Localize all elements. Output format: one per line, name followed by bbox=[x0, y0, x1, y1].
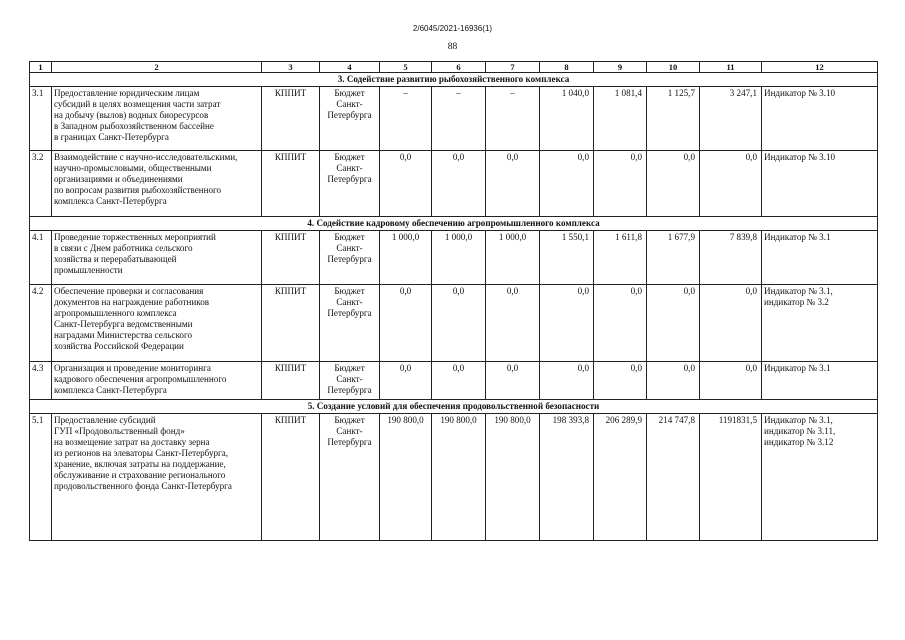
document-id: 2/6045/2021-16936(1) bbox=[412, 24, 493, 33]
funding-source: Бюджет Санкт- Петербурга bbox=[320, 285, 380, 362]
column-header-3: 3 bbox=[262, 62, 320, 73]
amount-col-9: 0,0 bbox=[594, 362, 647, 400]
table-row bbox=[30, 285, 878, 362]
amount-col-5: 0,0 bbox=[380, 362, 432, 400]
indicator-ref: Индикатор № 3.10 bbox=[762, 87, 878, 151]
responsible-executor: КППИТ bbox=[262, 414, 320, 541]
amount-col-10: 0,0 bbox=[647, 362, 700, 400]
amount-col-11: 3 247,1 bbox=[700, 87, 762, 151]
amount-col-9: 206 289,9 bbox=[594, 414, 647, 541]
amount-col-10: 0,0 bbox=[647, 151, 700, 217]
page-number: 88 bbox=[447, 42, 458, 52]
table-row bbox=[30, 151, 878, 217]
indicator-ref: Индикатор № 3.1 bbox=[762, 362, 878, 400]
amount-col-8: 1 040,0 bbox=[540, 87, 594, 151]
amount-col-9: 1 081,4 bbox=[594, 87, 647, 151]
amount-col-6: 1 000,0 bbox=[432, 231, 486, 285]
amount-col-9: 0,0 bbox=[594, 285, 647, 362]
column-header-11: 11 bbox=[700, 62, 762, 73]
funding-source: Бюджет Санкт- Петербурга bbox=[320, 414, 380, 541]
amount-col-11: 7 839,8 bbox=[700, 231, 762, 285]
amount-col-6: 0,0 bbox=[432, 285, 486, 362]
section-title: 4. Содействие кадровому обеспечению агропромышленного комплекса bbox=[30, 217, 878, 231]
amount-col-6: 0,0 bbox=[432, 151, 486, 217]
table-row bbox=[30, 414, 878, 541]
amount-col-10: 214 747,8 bbox=[647, 414, 700, 541]
section-title: 5. Создание условий для обеспечения продовольственной безопасности bbox=[30, 400, 878, 414]
table-row bbox=[30, 231, 878, 285]
amount-col-8: 198 393,8 bbox=[540, 414, 594, 541]
amount-col-8: 0,0 bbox=[540, 151, 594, 217]
amount-col-10: 1 677,9 bbox=[647, 231, 700, 285]
indicator-ref: Индикатор № 3.1 bbox=[762, 231, 878, 285]
amount-col-5: 0,0 bbox=[380, 285, 432, 362]
header-row bbox=[30, 62, 878, 73]
amount-col-9: 1 611,8 bbox=[594, 231, 647, 285]
section-title: 3. Содействие развитию рыбохозяйственного комплекса bbox=[30, 73, 878, 87]
column-header-2: 2 bbox=[52, 62, 262, 73]
amount-col-8: 1 550,1 bbox=[540, 231, 594, 285]
program-table bbox=[29, 61, 878, 541]
row-number: 5.1 bbox=[30, 414, 52, 541]
amount-col-7: 1 000,0 bbox=[486, 231, 540, 285]
funding-source: Бюджет Санкт- Петербурга bbox=[320, 362, 380, 400]
activity-description: Предоставление юридическим лицам субсидий в целях возмещения части затрат на добычу (вылов) водных биоресурсов в Западном рыбохозяйственном бассейне в границах Санкт-Петербурга bbox=[52, 87, 262, 151]
amount-col-5: 1 000,0 bbox=[380, 231, 432, 285]
responsible-executor: КППИТ bbox=[262, 231, 320, 285]
amount-col-11: 0,0 bbox=[700, 285, 762, 362]
activity-description: Обеспечение проверки и согласования документов на награждение работников агропромышленного комплекса Санкт-Петербурга ведомственными наградами Министерства сельского хозяйства Российской Федерации bbox=[52, 285, 262, 362]
column-header-10: 10 bbox=[647, 62, 700, 73]
amount-col-6: 190 800,0 bbox=[432, 414, 486, 541]
responsible-executor: КППИТ bbox=[262, 151, 320, 217]
funding-source: Бюджет Санкт- Петербурга bbox=[320, 231, 380, 285]
row-number: 4.2 bbox=[30, 285, 52, 362]
row-number: 3.1 bbox=[30, 87, 52, 151]
activity-description: Предоставление субсидий ГУП «Продовольственный фонд» на возмещение затрат на доставку зерна из регионов на элеваторы Санкт-Петербурга, хранение, включая затраты на поддержание, обслуживание и страхование регионального продовольственного фонда Санкт-Петербурга bbox=[52, 414, 262, 541]
table-row bbox=[30, 362, 878, 400]
amount-col-10: 0,0 bbox=[647, 285, 700, 362]
section-header-row bbox=[30, 400, 878, 414]
section-header-row bbox=[30, 73, 878, 87]
row-number: 4.3 bbox=[30, 362, 52, 400]
responsible-executor: КППИТ bbox=[262, 87, 320, 151]
activity-description: Взаимодействие с научно-исследовательскими, научно-промысловыми, общественными организациями и объединениями по вопросам развития рыбохозяйственного комплекса Санкт-Петербурга bbox=[52, 151, 262, 217]
indicator-ref: Индикатор № 3.1, индикатор № 3.2 bbox=[762, 285, 878, 362]
responsible-executor: КППИТ bbox=[262, 362, 320, 400]
row-number: 4.1 bbox=[30, 231, 52, 285]
column-header-1: 1 bbox=[30, 62, 52, 73]
column-header-9: 9 bbox=[594, 62, 647, 73]
responsible-executor: КППИТ bbox=[262, 285, 320, 362]
amount-col-7: 0,0 bbox=[486, 362, 540, 400]
amount-col-5: – bbox=[380, 87, 432, 151]
amount-col-5: 0,0 bbox=[380, 151, 432, 217]
amount-col-8: 0,0 bbox=[540, 285, 594, 362]
amount-col-11: 1191831,5 bbox=[700, 414, 762, 541]
activity-description: Проведение торжественных мероприятий в связи с Днем работника сельского хозяйства и перерабатывающей промышленности bbox=[52, 231, 262, 285]
funding-source: Бюджет Санкт- Петербурга bbox=[320, 87, 380, 151]
section-header-row bbox=[30, 217, 878, 231]
amount-col-7: – bbox=[486, 87, 540, 151]
amount-col-11: 0,0 bbox=[700, 362, 762, 400]
indicator-ref: Индикатор № 3.1, индикатор № 3.11, индикатор № 3.12 bbox=[762, 414, 878, 541]
row-number: 3.2 bbox=[30, 151, 52, 217]
amount-col-9: 0,0 bbox=[594, 151, 647, 217]
column-header-8: 8 bbox=[540, 62, 594, 73]
indicator-ref: Индикатор № 3.10 bbox=[762, 151, 878, 217]
amount-col-11: 0,0 bbox=[700, 151, 762, 217]
amount-col-6: 0,0 bbox=[432, 362, 486, 400]
amount-col-5: 190 800,0 bbox=[380, 414, 432, 541]
amount-col-7: 0,0 bbox=[486, 151, 540, 217]
column-header-5: 5 bbox=[380, 62, 432, 73]
funding-source: Бюджет Санкт- Петербурга bbox=[320, 151, 380, 217]
column-header-12: 12 bbox=[762, 62, 878, 73]
column-header-4: 4 bbox=[320, 62, 380, 73]
column-header-7: 7 bbox=[486, 62, 540, 73]
table-row bbox=[30, 87, 878, 151]
column-header-6: 6 bbox=[432, 62, 486, 73]
amount-col-10: 1 125,7 bbox=[647, 87, 700, 151]
amount-col-7: 190 800,0 bbox=[486, 414, 540, 541]
amount-col-8: 0,0 bbox=[540, 362, 594, 400]
amount-col-6: – bbox=[432, 87, 486, 151]
activity-description: Организация и проведение мониторинга кадрового обеспечения агропромышленного комплекса Санкт-Петербурга bbox=[52, 362, 262, 400]
amount-col-7: 0,0 bbox=[486, 285, 540, 362]
